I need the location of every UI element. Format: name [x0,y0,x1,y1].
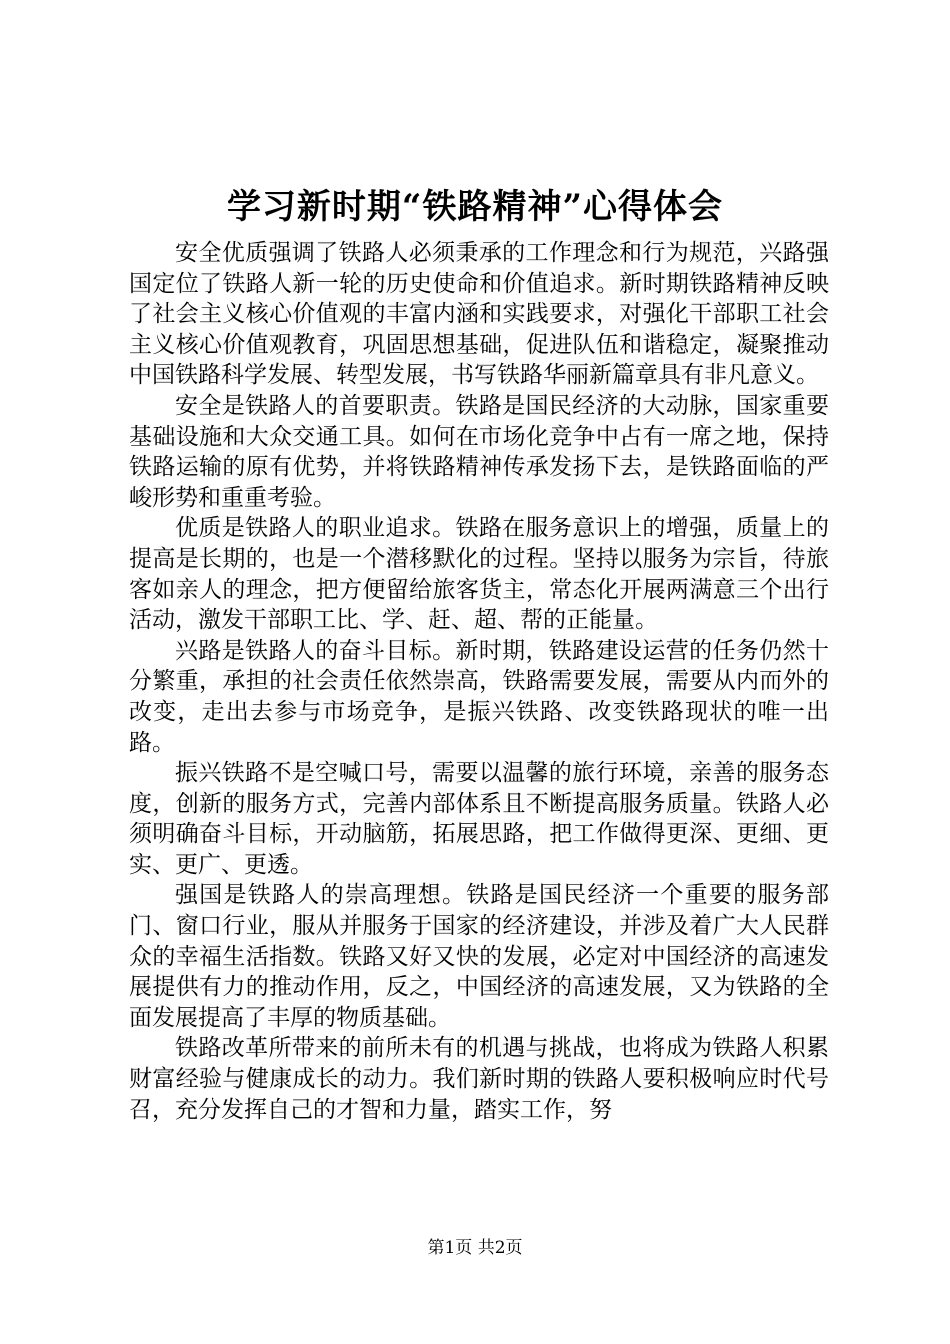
page-footer: 第1页 共2页 [427,1238,523,1258]
body-paragraph: 振兴铁路不是空喊口号，需要以温馨的旅行环境，亲善的服务态度，创新的服务方式，完善内部体系且不断提高服务质量。铁路人必须明确奋斗目标，开动脑筋，拓展思路，把工作做得更深、更细、更实、更广、更透。 [129,760,829,878]
body-paragraph: 兴路是铁路人的奋斗目标。新时期，铁路建设运营的任务仍然十分繁重，承担的社会责任依然崇高，铁路需要发展，需要从内而外的改变，走出去参与市场竞争，是振兴铁路、改变铁路现状的唯一出路。 [129,637,829,756]
body-paragraph: 强国是铁路人的崇高理想。铁路是国民经济一个重要的服务部门、窗口行业，服从并服务于国家的经济建设，并涉及着广大人民群众的幸福生活指数。铁路又好又快的发展，必定对中国经济的高速发展提供有力的推动作用，反之，中国经济的高速发展，又为铁路的全面发展提高了丰厚的物质基础。 [129,882,829,1031]
body-paragraph: 安全是铁路人的首要职责。铁路是国民经济的大动脉，国家重要基础设施和大众交通工具。如何在市场化竞争中占有一席之地，保持铁路运输的原有优势，并将铁路精神传承发扬下去，是铁路面临的严峻形势和重重考验。 [129,392,829,511]
document-title: 学习新时期“铁路精神”心得体会 [226,187,724,227]
body-paragraph: 安全优质强调了铁路人必须秉承的工作理念和行为规范，兴路强国定位了铁路人新一轮的历史使命和价值追求。新时期铁路精神反映了社会主义核心价值观的丰富内涵和实践要求，对强化干部职工社会主义核心价值观教育，巩固思想基础，促进队伍和谐稳定，凝聚推动中国铁路科学发展、转型发展，书写铁路华丽新篇章具有非凡意义。 [129,240,829,389]
body-paragraph: 优质是铁路人的职业追求。铁路在服务意识上的增强，质量上的提高是长期的，也是一个潜移默化的过程。坚持以服务为宗旨，待旅客如亲人的理念，把方便留给旅客货主，常态化开展两满意三个出行活动，激发干部职工比、学、赶、超、帮的正能量。 [129,515,829,634]
body-paragraph: 铁路改革所带来的前所未有的机遇与挑战，也将成为铁路人积累财富经验与健康成长的动力。我们新时期的铁路人要积极响应时代号召，充分发挥自己的才智和力量，踏实工作，努 [129,1035,829,1123]
document-body [129,238,829,1125]
